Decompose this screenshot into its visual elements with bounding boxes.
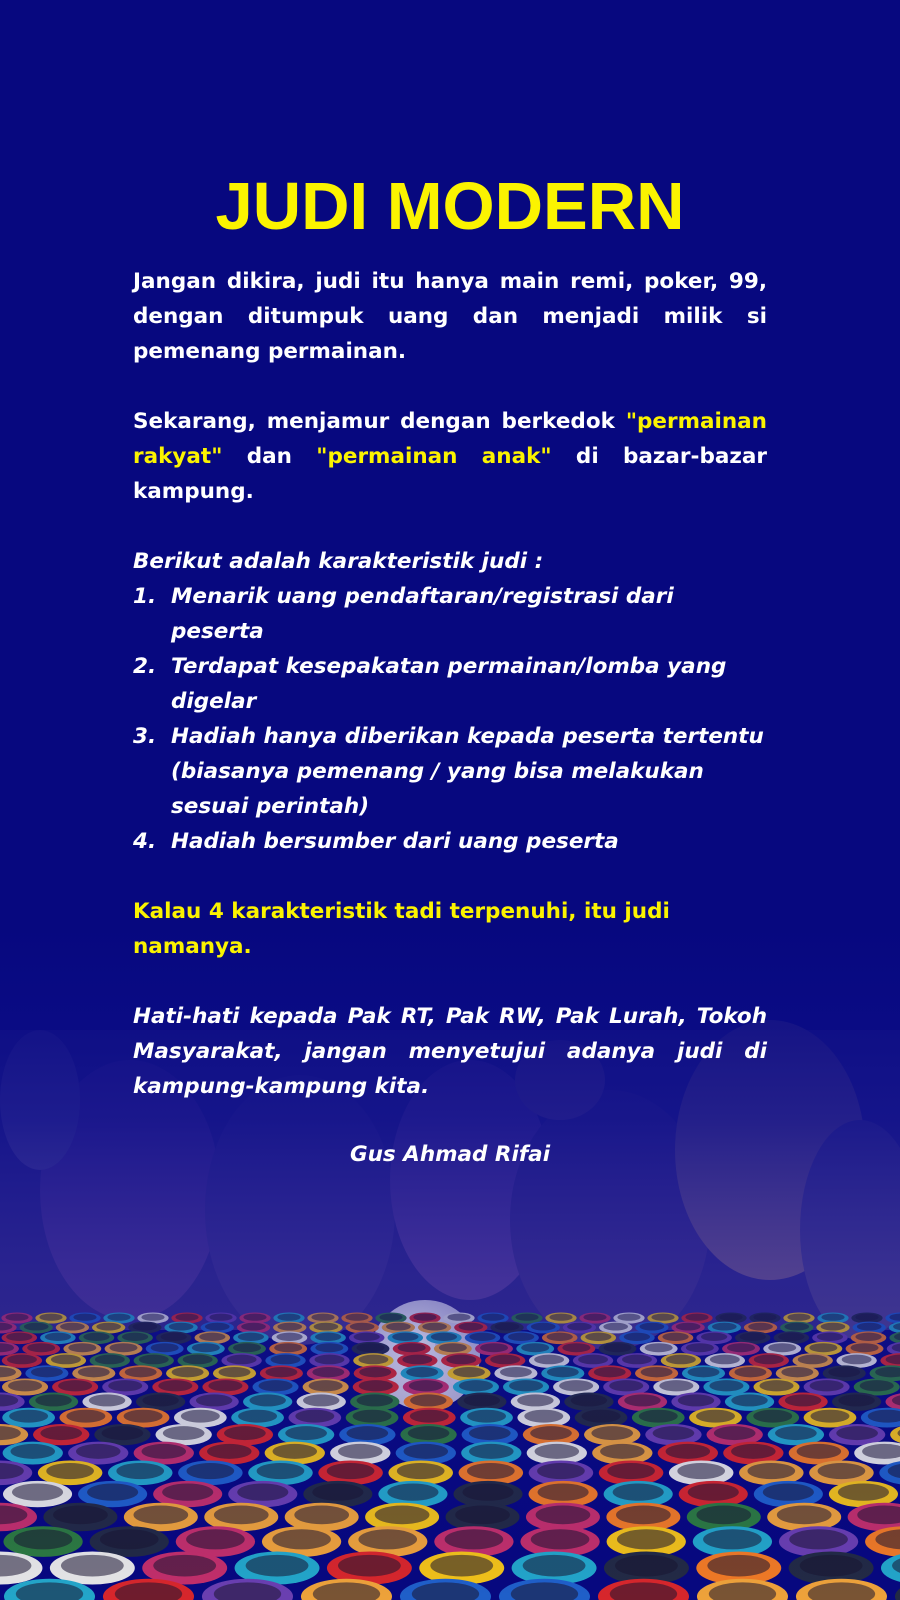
list-item [133,824,767,859]
list-item-text: Menarik uang pendaftaran/registrasi dari peserta [171,584,674,644]
trend-text-1: Sekarang, menjamur dengan berkedok [133,409,626,434]
list-item-text: Hadiah bersumber dari uang peserta [171,829,619,854]
list-item-text: Hadiah hanya diberikan kepada peserta tertentu (biasanya pemenang / yang bisa melakukan sesuai perintah) [171,724,764,819]
conclusion-text: Kalau 4 karakteristik tadi terpenuhi, itu judi namanya. [133,899,670,959]
list-item-number: 3. [133,724,157,749]
list-item [133,579,767,649]
characteristics-heading: Berikut adalah karakteristik judi : [133,549,544,574]
trend-paragraph [133,404,767,509]
characteristics-list [133,579,767,859]
list-item-number: 4. [133,829,157,854]
list-item [133,719,767,824]
trend-text-2: dan [222,444,317,469]
highlight-permainan-rakyat: "permainan rakyat" [133,409,767,469]
trend-text-3: di bazar-bazar kampung. [133,444,767,504]
author-signature: Gus Ahmad Rifai [349,1142,551,1167]
page-title: JUDI MODERN [215,169,685,244]
highlight-permainan-anak: "permainan anak" [316,444,552,469]
list-item-number: 2. [133,654,157,679]
intro-paragraph: Jangan dikira, judi itu hanya main remi, poker, 99, dengan ditumpuk uang dan menjadi milik si pemenang permainan. [133,269,767,364]
list-item-text: Terdapat kesepakatan permainan/lomba yang digelar [171,654,727,714]
list-item-number: 1. [133,584,157,609]
list-item [133,649,767,719]
warning-paragraph: Hati-hati kepada Pak RT, Pak RW, Pak Lurah, Tokoh Masyarakat, jangan menyetujui adanya judi di kampung-kampung kita. [133,1004,767,1099]
content-area [133,170,767,1172]
